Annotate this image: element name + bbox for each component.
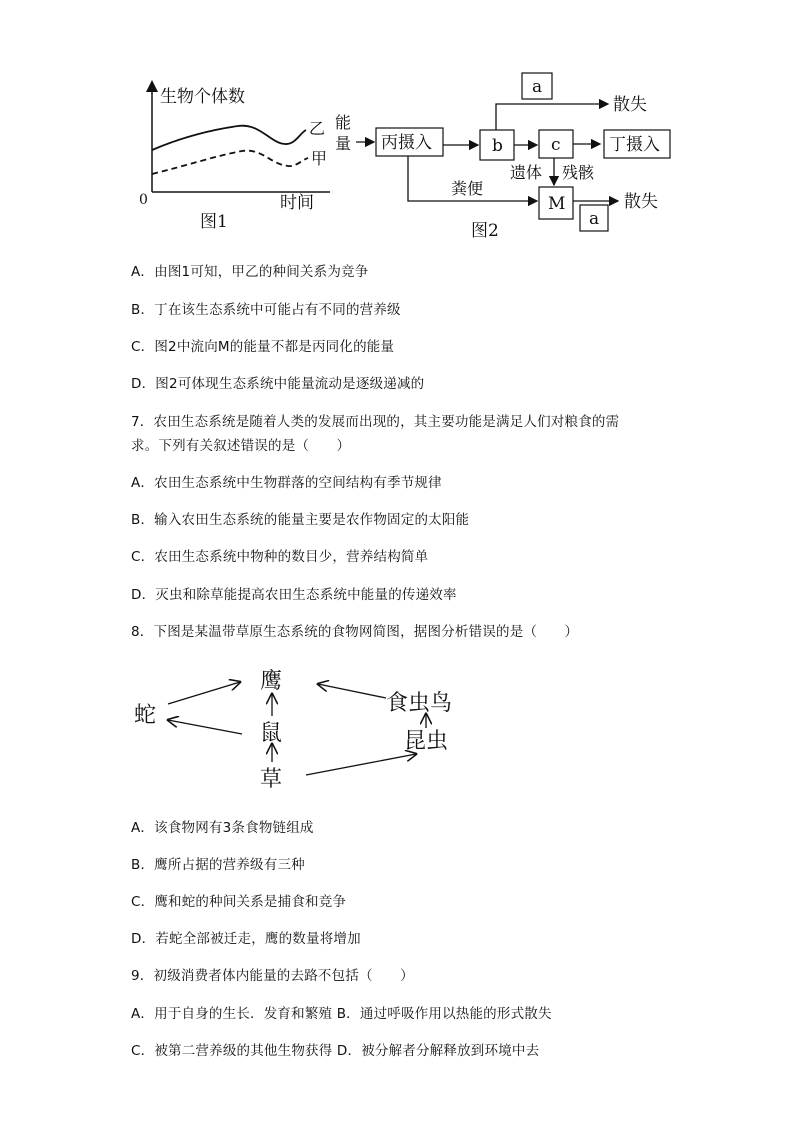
y-axis-label: 生物个体数 bbox=[160, 87, 245, 107]
q9-options-line-1: A．用于自身的生长．发育和繁殖 B．通过呼吸作用以热能的形式散失 bbox=[131, 1006, 552, 1022]
q9-options-line-2: C．被第二营养级的其他生物获得 D．被分解者分解释放到环境中去 bbox=[131, 1043, 540, 1059]
node-insect: 昆虫 bbox=[404, 729, 449, 754]
arrow-grass-to-insect bbox=[306, 754, 416, 775]
arrow-snake-to-hawk bbox=[168, 682, 240, 704]
energy-label-top: 能 bbox=[335, 113, 352, 132]
arrow-mouse-to-snake bbox=[168, 720, 242, 734]
q8-option-d: D．若蛇全部被迁走，鹰的数量将增加 bbox=[131, 931, 361, 947]
q7-stem-line-1: 7．农田生态系统是随着人类的发展而出现的，其主要功能是满足人们对粮食的需 bbox=[131, 414, 620, 430]
figure-1 bbox=[130, 78, 340, 238]
q6-option-b: B．丁在该生态系统中可能占有不同的营养级 bbox=[131, 302, 401, 318]
box-bing-intake-label: 丙摄入 bbox=[381, 133, 432, 153]
series-jia-curve bbox=[152, 151, 308, 174]
q8-option-c: C．鹰和蛇的种间关系是捕食和竞争 bbox=[131, 894, 347, 910]
series-yi-curve bbox=[152, 126, 306, 150]
q7-stem-line-2: 求。下列有关叙述错误的是（ ） bbox=[131, 438, 351, 454]
arrow-bird-to-hawk bbox=[318, 684, 386, 698]
figure-1-graph bbox=[130, 78, 340, 238]
q6-option-c: C．图2中流向M的能量不都是丙同化的能量 bbox=[131, 339, 395, 355]
box-b-label: b bbox=[492, 136, 503, 156]
q7-option-b: B．输入农田生态系统的能量主要是农作物固定的太阳能 bbox=[131, 512, 470, 528]
node-mouse: 鼠 bbox=[260, 721, 283, 746]
residue-label: 残骸 bbox=[562, 163, 595, 182]
node-snake: 蛇 bbox=[134, 703, 157, 728]
feces-label: 粪便 bbox=[451, 179, 484, 198]
box-c-label: c bbox=[551, 135, 561, 155]
series-yi-label: 乙 bbox=[309, 119, 326, 138]
node-hawk: 鹰 bbox=[260, 669, 283, 694]
q7-option-c: C．农田生态系统中物种的数目少，营养结构简单 bbox=[131, 549, 429, 565]
box-ding-intake-label: 丁摄入 bbox=[609, 135, 660, 155]
box-m-label: M bbox=[548, 194, 566, 214]
q8-stem: 8．下图是某温带草原生态系统的食物网简图，据图分析错误的是（ ） bbox=[131, 624, 579, 640]
node-insectivorous-bird: 食虫鸟 bbox=[386, 691, 453, 716]
q9-stem: 9．初级消费者体内能量的去路不包括（ ） bbox=[131, 968, 414, 984]
q8-option-b: B．鹰所占据的营养级有三种 bbox=[131, 857, 305, 873]
x-axis-label: 时间 bbox=[280, 193, 314, 213]
q6-option-d: D．图2可体现生态系统中能量流动是逐级递减的 bbox=[131, 376, 425, 392]
q7-option-d: D．灭虫和除草能提高农田生态系统中能量的传递效率 bbox=[131, 587, 457, 603]
q8-option-a: A．该食物网有3条食物链组成 bbox=[131, 820, 314, 836]
arrow-b-to-lost bbox=[496, 104, 608, 130]
figure-2 bbox=[330, 68, 680, 248]
lost-top-label: 散失 bbox=[613, 95, 647, 115]
figure-2-diagram bbox=[330, 68, 680, 248]
box-a-top-label: a bbox=[532, 77, 543, 97]
figure-1-caption: 图1 bbox=[200, 212, 228, 232]
lost-bottom-label: 散失 bbox=[624, 192, 658, 212]
box-a-bottom-label: a bbox=[589, 209, 600, 229]
origin-label: 0 bbox=[139, 192, 148, 208]
remains-label: 遗体 bbox=[510, 163, 543, 182]
series-jia-label: 甲 bbox=[311, 149, 328, 168]
figure-2-caption: 图2 bbox=[471, 221, 499, 241]
node-grass: 草 bbox=[260, 767, 283, 792]
q7-option-a: A．农田生态系统中生物群落的空间结构有季节规律 bbox=[131, 475, 442, 491]
food-web-svg bbox=[130, 660, 470, 795]
food-web-diagram bbox=[130, 660, 470, 795]
q6-option-a: A．由图1可知，甲乙的种间关系为竞争 bbox=[131, 264, 369, 280]
energy-label-bottom: 量 bbox=[335, 134, 352, 153]
